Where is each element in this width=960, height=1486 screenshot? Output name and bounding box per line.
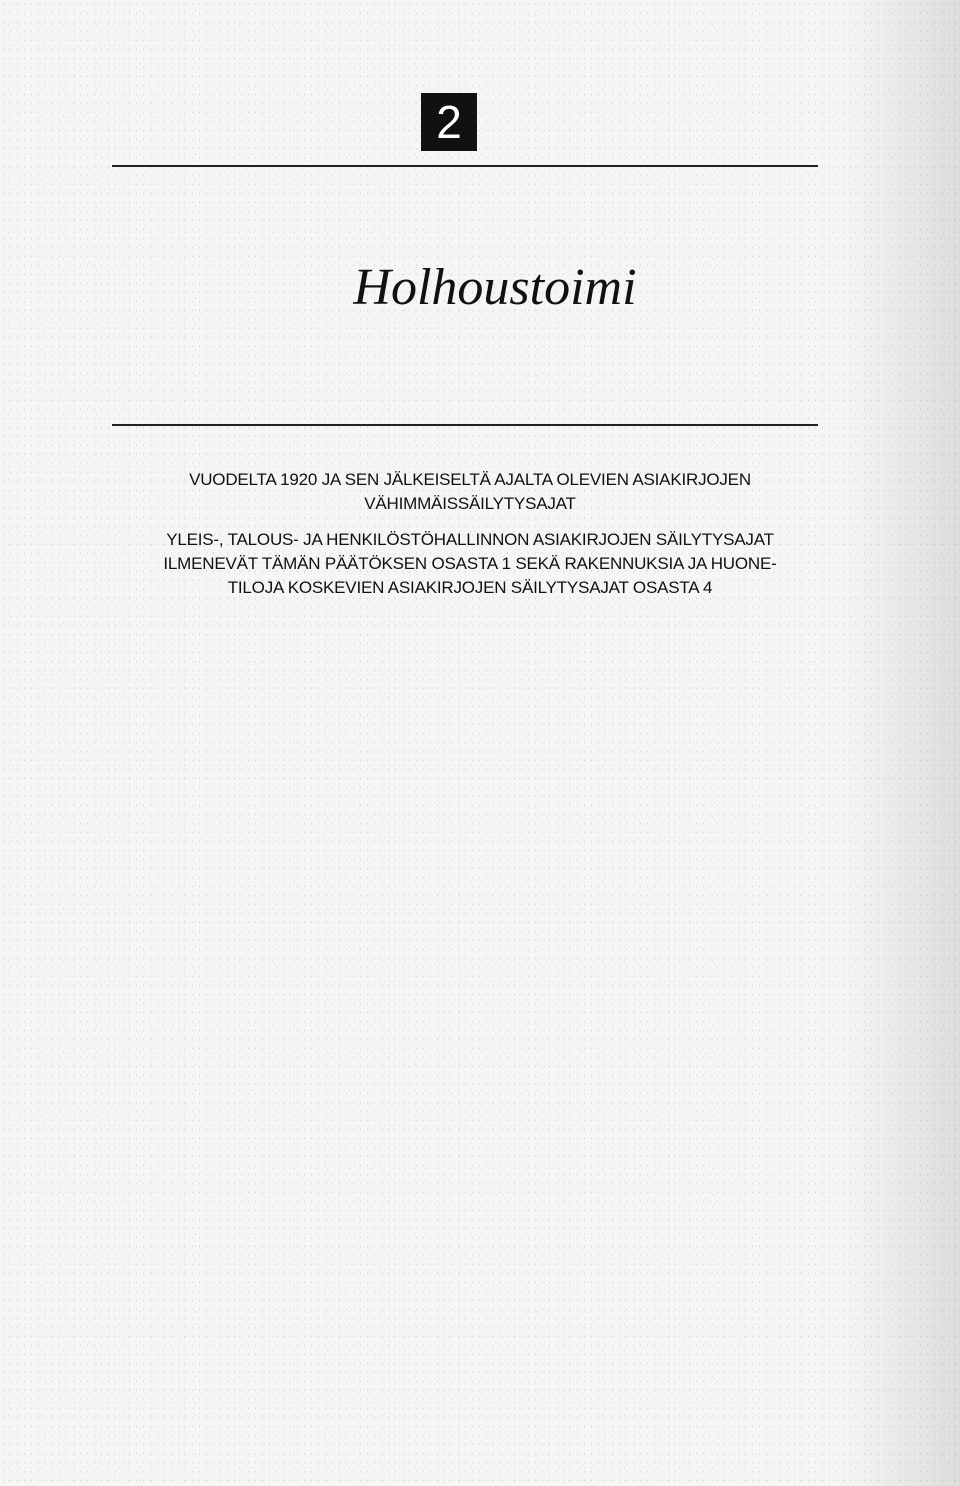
section-heading: VUODELTA 1920 JA SEN JÄLKEISELTÄ AJALTA OLEVIEN ASIAKIRJOJEN VÄHIMMÄISSÄILYTYSAJAT — [189, 470, 751, 513]
top-rule — [112, 165, 818, 167]
chapter-number-badge: 2 — [421, 93, 477, 151]
section-note: YLEIS-, TALOUS- JA HENKILÖSTÖHALLINNON ASIAKIRJOJEN SÄILYTYSAJAT ILMENEVÄT TÄMÄN PÄÄTÖKSEN OSASTA 1 SEKÄ RAKENNUKSIA JA HUONE- TILOJA KOSKEVIEN ASIAKIRJOJEN SÄILYTYSAJAT OSASTA 4 — [163, 530, 777, 597]
scan-edge-shadow — [840, 0, 960, 1486]
page-title: Holhoustoimi — [353, 259, 637, 316]
bottom-rule — [112, 424, 818, 426]
